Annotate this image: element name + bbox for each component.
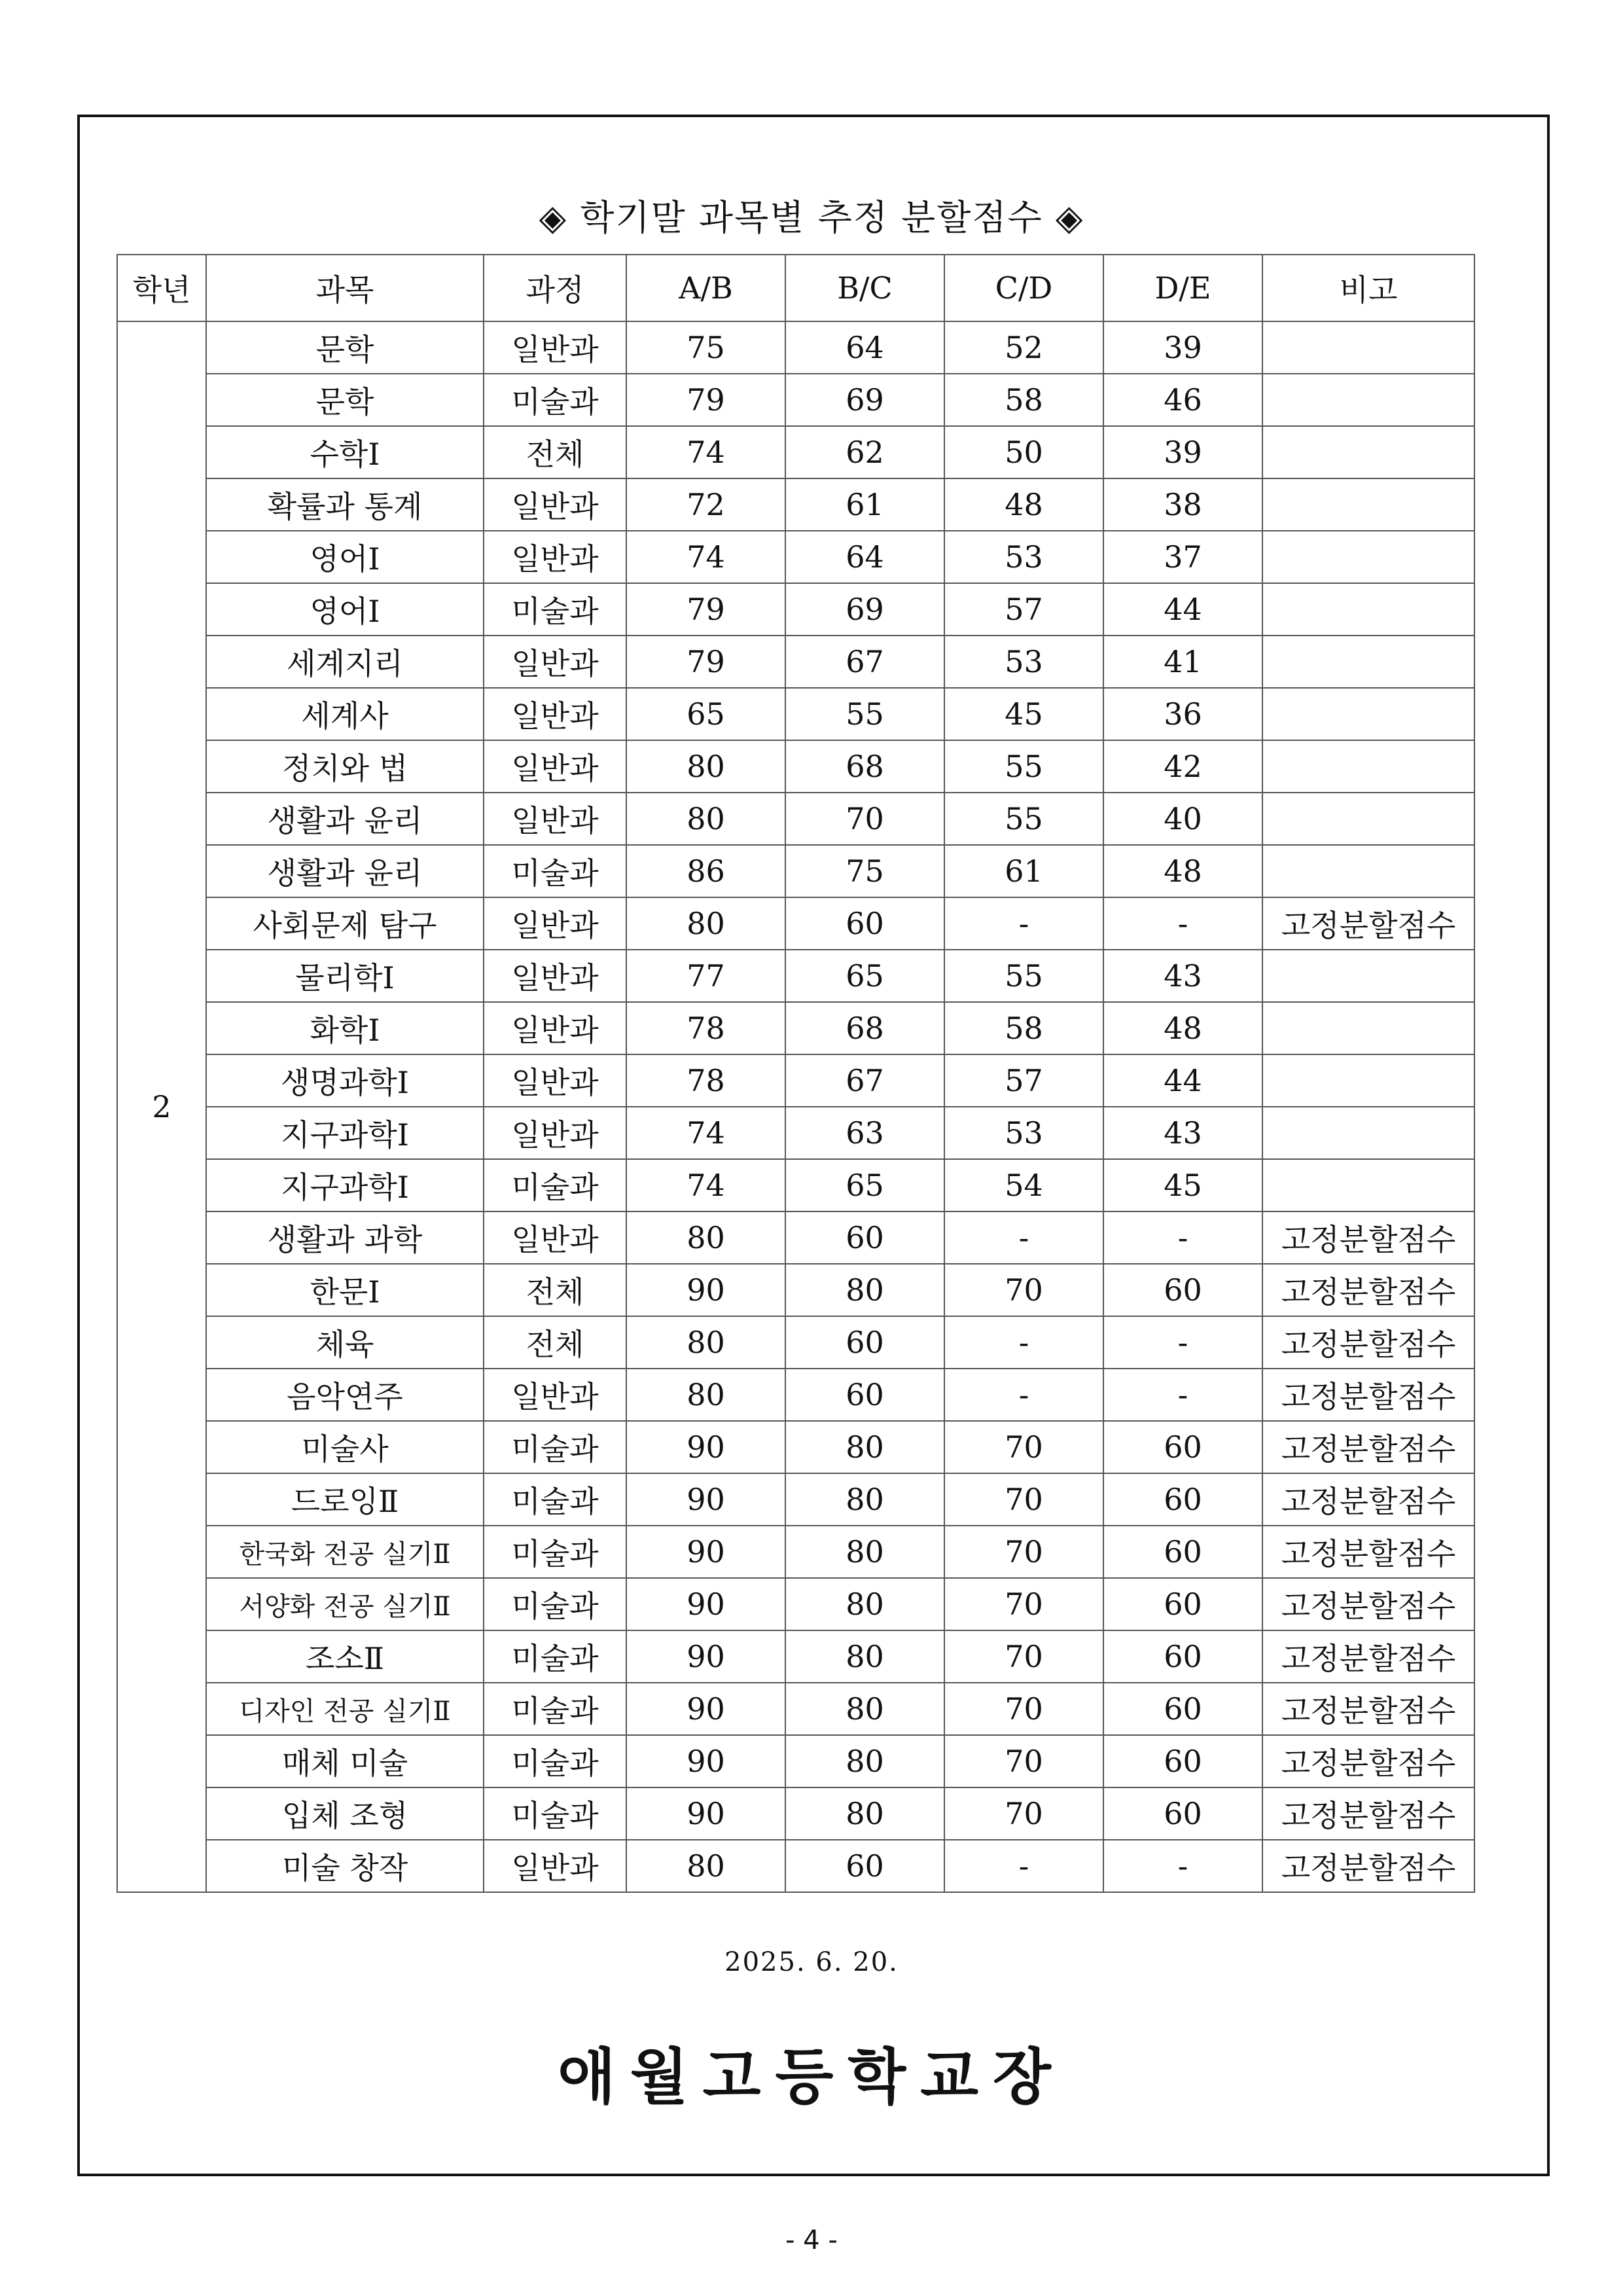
- subject-cell: 한문Ⅰ: [206, 1264, 484, 1316]
- cutoff-cd-cell: 54: [944, 1159, 1103, 1211]
- table-row: [117, 897, 1474, 950]
- cutoff-bc-cell: 67: [785, 1054, 944, 1107]
- course-cell: 일반과: [484, 1054, 626, 1107]
- course-cell: 미술과: [484, 1578, 626, 1630]
- cutoff-ab-cell: 80: [626, 1369, 785, 1421]
- subject-cell: 사회문제 탐구: [206, 897, 484, 950]
- cutoff-de-cell: 60: [1103, 1735, 1262, 1787]
- cutoff-de-cell: 43: [1103, 1107, 1262, 1159]
- cutoff-bc-cell: 68: [785, 740, 944, 793]
- cutoff-bc-cell: 70: [785, 793, 944, 845]
- note-cell: [1262, 1159, 1474, 1211]
- note-cell: 고정분할점수: [1262, 1630, 1474, 1683]
- course-cell: 일반과: [484, 793, 626, 845]
- course-cell: 일반과: [484, 1840, 626, 1892]
- table-row: [117, 321, 1474, 374]
- note-cell: [1262, 688, 1474, 740]
- subject-cell: 생명과학Ⅰ: [206, 1054, 484, 1107]
- cutoff-bc-cell: 65: [785, 1159, 944, 1211]
- cutoff-cd-cell: -: [944, 1840, 1103, 1892]
- cutoff-cd-cell: 70: [944, 1421, 1103, 1473]
- cutoff-de-cell: 48: [1103, 1002, 1262, 1054]
- table-row: [117, 1316, 1474, 1369]
- note-cell: [1262, 1002, 1474, 1054]
- subject-cell: 생활과 윤리: [206, 793, 484, 845]
- note-cell: [1262, 321, 1474, 374]
- cutoff-bc-cell: 62: [785, 426, 944, 478]
- subject-cell: 확률과 통계: [206, 478, 484, 531]
- cutoff-cd-cell: 70: [944, 1787, 1103, 1840]
- principal-signature: 애월고등학교장: [557, 2041, 1066, 2112]
- cutoff-cd-cell: 70: [944, 1735, 1103, 1787]
- note-cell: 고정분할점수: [1262, 1264, 1474, 1316]
- document-title: ◈ 학기말 과목별 추정 분할점수 ◈: [539, 197, 1084, 238]
- cutoff-bc-cell: 61: [785, 478, 944, 531]
- cutoff-de-cell: 37: [1103, 531, 1262, 583]
- table-row: [117, 1369, 1474, 1421]
- cutoff-de-cell: 40: [1103, 793, 1262, 845]
- cutoff-de-cell: 38: [1103, 478, 1262, 531]
- subject-cell: 미술사: [206, 1421, 484, 1473]
- subject-cell: 문학: [206, 374, 484, 426]
- table-row: [117, 1787, 1474, 1840]
- cutoff-ab-cell: 65: [626, 688, 785, 740]
- cutoff-de-cell: 45: [1103, 1159, 1262, 1211]
- table-row: [117, 1735, 1474, 1787]
- cutoff-de-cell: 42: [1103, 740, 1262, 793]
- cutoff-de-cell: 39: [1103, 321, 1262, 374]
- cutoff-cd-cell: 55: [944, 950, 1103, 1002]
- page-number: - 4 -: [785, 2225, 838, 2255]
- note-cell: [1262, 583, 1474, 636]
- subject-cell: 물리학Ⅰ: [206, 950, 484, 1002]
- note-cell: [1262, 531, 1474, 583]
- note-cell: 고정분할점수: [1262, 1787, 1474, 1840]
- cutoff-de-cell: -: [1103, 897, 1262, 950]
- table-row: [117, 1264, 1474, 1316]
- cutoff-de-cell: 44: [1103, 1054, 1262, 1107]
- cutoff-cd-cell: 52: [944, 321, 1103, 374]
- course-cell: 미술과: [484, 1421, 626, 1473]
- course-cell: 일반과: [484, 478, 626, 531]
- cutoff-bc-cell: 63: [785, 1107, 944, 1159]
- cutoff-bc-cell: 60: [785, 1211, 944, 1264]
- course-cell: 일반과: [484, 321, 626, 374]
- subject-cell: 미술 창작: [206, 1840, 484, 1892]
- table-row: [117, 583, 1474, 636]
- cutoff-ab-cell: 90: [626, 1735, 785, 1787]
- cutoff-bc-cell: 60: [785, 1369, 944, 1421]
- course-cell: 미술과: [484, 845, 626, 897]
- note-cell: 고정분할점수: [1262, 1211, 1474, 1264]
- cutoff-de-cell: 46: [1103, 374, 1262, 426]
- header-de: D/E: [1103, 255, 1262, 321]
- cutoff-cd-cell: -: [944, 1369, 1103, 1421]
- cutoff-ab-cell: 79: [626, 636, 785, 688]
- cutoff-bc-cell: 60: [785, 897, 944, 950]
- cutoff-cd-cell: 57: [944, 1054, 1103, 1107]
- note-cell: 고정분할점수: [1262, 1683, 1474, 1735]
- note-cell: 고정분할점수: [1262, 897, 1474, 950]
- table-row: [117, 531, 1474, 583]
- cutoff-cd-cell: -: [944, 897, 1103, 950]
- table-row: [117, 374, 1474, 426]
- table-row: [117, 950, 1474, 1002]
- cutoff-de-cell: 39: [1103, 426, 1262, 478]
- course-cell: 일반과: [484, 950, 626, 1002]
- cutoff-bc-cell: 80: [785, 1735, 944, 1787]
- table-row: [117, 1107, 1474, 1159]
- cutoff-ab-cell: 78: [626, 1054, 785, 1107]
- table-row: [117, 1473, 1474, 1526]
- note-cell: 고정분할점수: [1262, 1526, 1474, 1578]
- course-cell: 일반과: [484, 636, 626, 688]
- note-cell: [1262, 845, 1474, 897]
- subject-cell: 지구과학Ⅰ: [206, 1107, 484, 1159]
- cutoff-bc-cell: 80: [785, 1473, 944, 1526]
- subject-cell: 조소Ⅱ: [206, 1630, 484, 1683]
- cutoff-de-cell: 60: [1103, 1421, 1262, 1473]
- grade-cell: 2: [117, 321, 206, 1892]
- subject-cell: 드로잉Ⅱ: [206, 1473, 484, 1526]
- subject-cell: 문학: [206, 321, 484, 374]
- table-row: [117, 1578, 1474, 1630]
- cutoff-de-cell: 60: [1103, 1630, 1262, 1683]
- cutoff-bc-cell: 67: [785, 636, 944, 688]
- note-cell: [1262, 740, 1474, 793]
- cutoff-cd-cell: -: [944, 1211, 1103, 1264]
- cutoff-bc-cell: 60: [785, 1316, 944, 1369]
- cutoff-ab-cell: 78: [626, 1002, 785, 1054]
- cutoff-de-cell: -: [1103, 1369, 1262, 1421]
- cutoff-ab-cell: 74: [626, 1107, 785, 1159]
- course-cell: 일반과: [484, 1107, 626, 1159]
- course-cell: 일반과: [484, 1369, 626, 1421]
- cutoff-cd-cell: 55: [944, 740, 1103, 793]
- cutoff-de-cell: 44: [1103, 583, 1262, 636]
- cutoff-bc-cell: 80: [785, 1578, 944, 1630]
- course-cell: 일반과: [484, 688, 626, 740]
- cutoff-de-cell: 60: [1103, 1683, 1262, 1735]
- table-row: [117, 1683, 1474, 1735]
- table-row: [117, 1211, 1474, 1264]
- cutoff-ab-cell: 90: [626, 1787, 785, 1840]
- course-cell: 미술과: [484, 374, 626, 426]
- header-note: 비고: [1262, 255, 1474, 321]
- note-cell: [1262, 950, 1474, 1002]
- cutoff-ab-cell: 80: [626, 740, 785, 793]
- course-cell: 미술과: [484, 1473, 626, 1526]
- cutoff-ab-cell: 77: [626, 950, 785, 1002]
- cutoff-ab-cell: 72: [626, 478, 785, 531]
- subject-cell: 한국화 전공 실기Ⅱ: [206, 1526, 484, 1578]
- subject-cell: 영어Ⅰ: [206, 583, 484, 636]
- header-bc: B/C: [785, 255, 944, 321]
- note-cell: [1262, 636, 1474, 688]
- cutoff-bc-cell: 80: [785, 1630, 944, 1683]
- cutoff-ab-cell: 90: [626, 1473, 785, 1526]
- cutoff-de-cell: 43: [1103, 950, 1262, 1002]
- subject-cell: 디자인 전공 실기Ⅱ: [206, 1683, 484, 1735]
- cutoff-cd-cell: 70: [944, 1473, 1103, 1526]
- cutoff-de-cell: 60: [1103, 1264, 1262, 1316]
- subject-cell: 수학Ⅰ: [206, 426, 484, 478]
- cutoff-cd-cell: 45: [944, 688, 1103, 740]
- cutoff-cd-cell: 55: [944, 793, 1103, 845]
- cutoff-bc-cell: 68: [785, 1002, 944, 1054]
- course-cell: 미술과: [484, 1787, 626, 1840]
- cutoff-cd-cell: -: [944, 1316, 1103, 1369]
- table-row: [117, 1159, 1474, 1211]
- note-cell: [1262, 478, 1474, 531]
- cutoff-ab-cell: 80: [626, 1316, 785, 1369]
- cutoff-ab-cell: 86: [626, 845, 785, 897]
- table-row: [117, 845, 1474, 897]
- note-cell: 고정분할점수: [1262, 1735, 1474, 1787]
- table-row: [117, 688, 1474, 740]
- cutoff-ab-cell: 80: [626, 897, 785, 950]
- cutoff-cd-cell: 70: [944, 1683, 1103, 1735]
- subject-cell: 매체 미술: [206, 1735, 484, 1787]
- cutoff-ab-cell: 80: [626, 793, 785, 845]
- table-row: [117, 1840, 1474, 1892]
- cutoff-cd-cell: 70: [944, 1630, 1103, 1683]
- cutoff-bc-cell: 69: [785, 583, 944, 636]
- cutoff-bc-cell: 65: [785, 950, 944, 1002]
- subject-cell: 음악연주: [206, 1369, 484, 1421]
- cutoff-cd-cell: 48: [944, 478, 1103, 531]
- note-cell: [1262, 793, 1474, 845]
- header-grade: 학년: [117, 255, 206, 321]
- cutoff-ab-cell: 90: [626, 1264, 785, 1316]
- table-row: [117, 740, 1474, 793]
- cutoff-bc-cell: 80: [785, 1264, 944, 1316]
- cutoff-ab-cell: 75: [626, 321, 785, 374]
- note-cell: [1262, 374, 1474, 426]
- cutoff-de-cell: -: [1103, 1316, 1262, 1369]
- course-cell: 일반과: [484, 1002, 626, 1054]
- subject-cell: 생활과 윤리: [206, 845, 484, 897]
- course-cell: 일반과: [484, 897, 626, 950]
- cutoff-ab-cell: 80: [626, 1211, 785, 1264]
- table-header-row: [117, 255, 1474, 321]
- cutoff-ab-cell: 90: [626, 1421, 785, 1473]
- note-cell: [1262, 1107, 1474, 1159]
- cutoff-bc-cell: 69: [785, 374, 944, 426]
- table-row: [117, 1630, 1474, 1683]
- header-subject: 과목: [206, 255, 484, 321]
- note-cell: 고정분할점수: [1262, 1421, 1474, 1473]
- cutoff-bc-cell: 60: [785, 1840, 944, 1892]
- cutoff-cd-cell: 58: [944, 1002, 1103, 1054]
- subject-cell: 체육: [206, 1316, 484, 1369]
- score-table: [116, 254, 1475, 1893]
- course-cell: 미술과: [484, 1630, 626, 1683]
- cutoff-de-cell: 60: [1103, 1473, 1262, 1526]
- cutoff-ab-cell: 80: [626, 1840, 785, 1892]
- cutoff-ab-cell: 90: [626, 1526, 785, 1578]
- course-cell: 전체: [484, 1264, 626, 1316]
- cutoff-ab-cell: 90: [626, 1578, 785, 1630]
- cutoff-cd-cell: 58: [944, 374, 1103, 426]
- cutoff-de-cell: 60: [1103, 1526, 1262, 1578]
- course-cell: 일반과: [484, 531, 626, 583]
- table-row: [117, 426, 1474, 478]
- course-cell: 전체: [484, 426, 626, 478]
- header-course: 과정: [484, 255, 626, 321]
- cutoff-cd-cell: 53: [944, 636, 1103, 688]
- cutoff-cd-cell: 57: [944, 583, 1103, 636]
- cutoff-de-cell: -: [1103, 1211, 1262, 1264]
- cutoff-ab-cell: 74: [626, 531, 785, 583]
- subject-cell: 서양화 전공 실기Ⅱ: [206, 1578, 484, 1630]
- table-row: [117, 636, 1474, 688]
- cutoff-cd-cell: 70: [944, 1578, 1103, 1630]
- cutoff-cd-cell: 53: [944, 531, 1103, 583]
- table-row: [117, 1054, 1474, 1107]
- course-cell: 미술과: [484, 583, 626, 636]
- note-cell: [1262, 1054, 1474, 1107]
- cutoff-de-cell: 60: [1103, 1578, 1262, 1630]
- cutoff-bc-cell: 55: [785, 688, 944, 740]
- course-cell: 미술과: [484, 1526, 626, 1578]
- note-cell: 고정분할점수: [1262, 1316, 1474, 1369]
- subject-cell: 세계지리: [206, 636, 484, 688]
- cutoff-bc-cell: 80: [785, 1683, 944, 1735]
- table-row: [117, 793, 1474, 845]
- table-row: [117, 478, 1474, 531]
- note-cell: 고정분할점수: [1262, 1840, 1474, 1892]
- header-ab: A/B: [626, 255, 785, 321]
- table-row: [117, 1421, 1474, 1473]
- note-cell: 고정분할점수: [1262, 1578, 1474, 1630]
- course-cell: 일반과: [484, 740, 626, 793]
- cutoff-ab-cell: 74: [626, 1159, 785, 1211]
- cutoff-ab-cell: 79: [626, 374, 785, 426]
- cutoff-de-cell: 60: [1103, 1787, 1262, 1840]
- cutoff-bc-cell: 80: [785, 1526, 944, 1578]
- cutoff-cd-cell: 50: [944, 426, 1103, 478]
- course-cell: 일반과: [484, 1211, 626, 1264]
- cutoff-cd-cell: 70: [944, 1526, 1103, 1578]
- table-row: [117, 1002, 1474, 1054]
- cutoff-ab-cell: 74: [626, 426, 785, 478]
- course-cell: 미술과: [484, 1159, 626, 1211]
- subject-cell: 지구과학Ⅰ: [206, 1159, 484, 1211]
- course-cell: 전체: [484, 1316, 626, 1369]
- cutoff-de-cell: 36: [1103, 688, 1262, 740]
- cutoff-ab-cell: 90: [626, 1683, 785, 1735]
- header-cd: C/D: [944, 255, 1103, 321]
- cutoff-cd-cell: 61: [944, 845, 1103, 897]
- cutoff-bc-cell: 64: [785, 531, 944, 583]
- course-cell: 미술과: [484, 1735, 626, 1787]
- note-cell: [1262, 426, 1474, 478]
- course-cell: 미술과: [484, 1683, 626, 1735]
- subject-cell: 영어Ⅰ: [206, 531, 484, 583]
- cutoff-bc-cell: 75: [785, 845, 944, 897]
- table-row: [117, 1526, 1474, 1578]
- note-cell: 고정분할점수: [1262, 1369, 1474, 1421]
- cutoff-de-cell: 41: [1103, 636, 1262, 688]
- cutoff-de-cell: 48: [1103, 845, 1262, 897]
- subject-cell: 화학Ⅰ: [206, 1002, 484, 1054]
- cutoff-cd-cell: 70: [944, 1264, 1103, 1316]
- cutoff-bc-cell: 80: [785, 1421, 944, 1473]
- note-cell: 고정분할점수: [1262, 1473, 1474, 1526]
- cutoff-bc-cell: 80: [785, 1787, 944, 1840]
- cutoff-de-cell: -: [1103, 1840, 1262, 1892]
- cutoff-ab-cell: 79: [626, 583, 785, 636]
- document-date: 2025. 6. 20.: [724, 1947, 899, 1977]
- subject-cell: 세계사: [206, 688, 484, 740]
- subject-cell: 생활과 과학: [206, 1211, 484, 1264]
- subject-cell: 입체 조형: [206, 1787, 484, 1840]
- subject-cell: 정치와 법: [206, 740, 484, 793]
- cutoff-bc-cell: 64: [785, 321, 944, 374]
- cutoff-cd-cell: 53: [944, 1107, 1103, 1159]
- cutoff-ab-cell: 90: [626, 1630, 785, 1683]
